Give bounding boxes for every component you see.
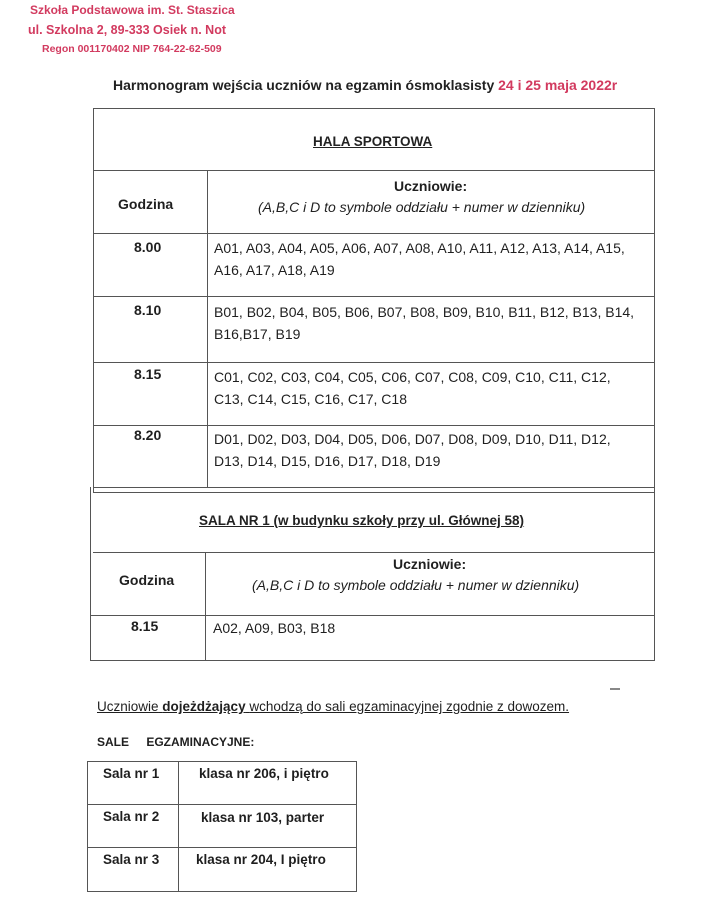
hall-row-time: 8.10 — [134, 302, 162, 318]
hall-col-time: Godzina — [118, 196, 174, 212]
exam-room-location: klasa nr 103, parter — [201, 810, 325, 825]
commuters-bold: dojeżdżający — [162, 699, 246, 714]
hall-col-students: Uczniowie: — [394, 178, 468, 194]
room1-col-students-note: (A,B,C i D to symbole oddziału + numer w dzienniku) — [252, 577, 580, 593]
title-dates: 24 i 25 maja 2022r — [498, 77, 618, 93]
document-title — [113, 77, 617, 93]
hall-row-students: D01, D02, D03, D04, D05, D06, D07, D08, D09, D10, D11, D12, D13, D14, D15, D16, D17, D18, D19 — [214, 431, 611, 469]
exam-rooms-label: SALE EGZAMINACYJNE: — [97, 735, 255, 749]
exam-room-name: Sala nr 1 — [103, 766, 160, 781]
exam-room-name: Sala nr 2 — [103, 809, 160, 824]
exam-room-name: Sala nr 3 — [103, 852, 160, 867]
hall-row-time: 8.00 — [134, 239, 162, 255]
room1-row-students: A02, A09, B03, B18 — [213, 620, 336, 636]
room1-row-time: 8.15 — [131, 618, 159, 634]
school-ids: Regon 001170402 NIP 764-22-62-509 — [42, 43, 222, 55]
hall-col-students-note: (A,B,C i D to symbole oddziału + numer w dzienniku) — [258, 199, 586, 215]
room1-col-students: Uczniowie: — [393, 556, 467, 572]
exam-room-location: klasa nr 206, i piętro — [199, 766, 329, 781]
commuters-suffix: wchodzą do sali egzaminacyjnej zgodnie z dowozem. — [249, 699, 570, 714]
title-text: Harmonogram wejścia uczniów na egzamin ósmoklasisty — [113, 77, 495, 93]
hall-row-students: C01, C02, C03, C04, C05, C06, C07, C08, C09, C10, C11, C12, C13, C14, C15, C16, C17, C18 — [214, 369, 611, 407]
hall-row-time: 8.20 — [134, 427, 162, 443]
room1-heading: SALA NR 1 (w budynku szkoły przy ul. Głównej 58) — [199, 513, 525, 528]
hall-row-students: B01, B02, B04, B05, B06, B07, B08, B09, B10, B11, B12, B13, B14, B16,B17, B19 — [214, 304, 635, 342]
hall-heading: HALA SPORTOWA — [313, 134, 433, 149]
hall-row-time: 8.15 — [134, 366, 162, 382]
room1-col-time: Godzina — [119, 572, 175, 588]
school-name: Szkoła Podstawowa im. St. Staszica — [30, 3, 235, 17]
hall-row-students: A01, A03, A04, A05, A06, A07, A08, A10, A11, A12, A13, A14, A15, A16, A17, A18, A19 — [214, 240, 625, 278]
school-address: ul. Szkolna 2, 89-333 Osiek n. Not — [28, 23, 226, 37]
commuters-note — [97, 699, 569, 714]
commuters-prefix: Uczniowie — [97, 699, 159, 714]
exam-room-location: klasa nr 204, I piętro — [196, 852, 326, 867]
